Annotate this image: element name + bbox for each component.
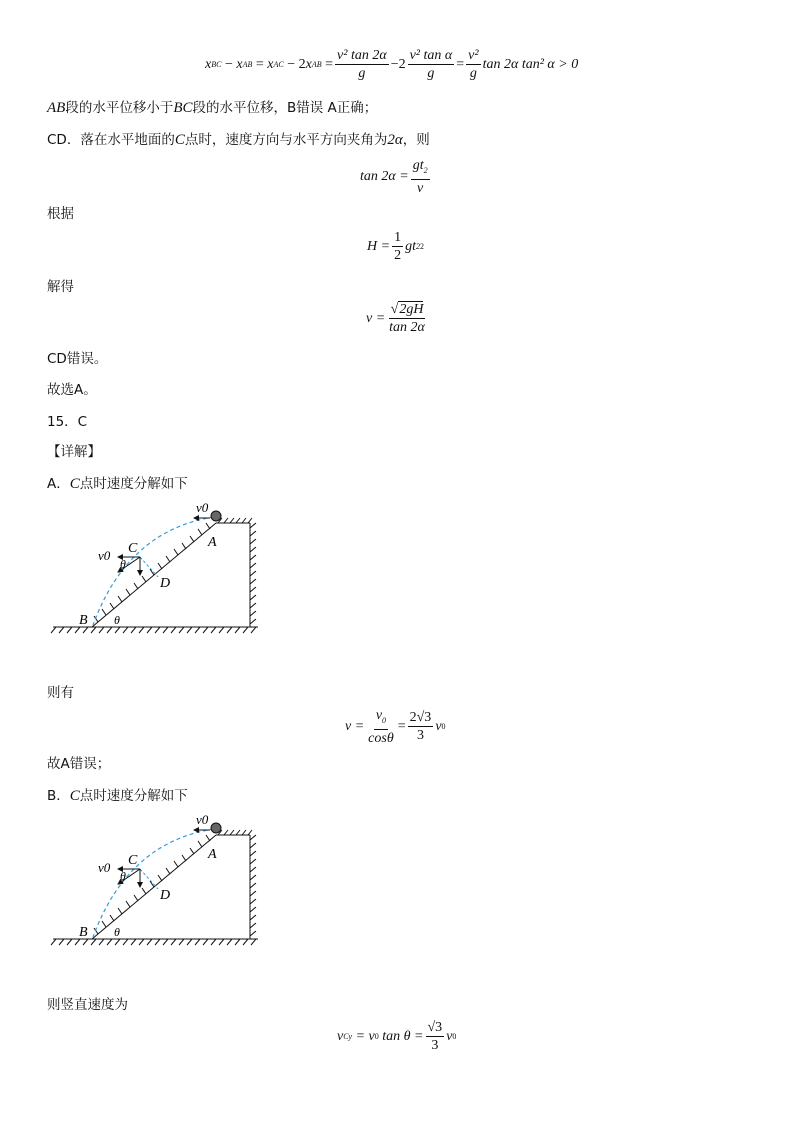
label-A: A: [208, 847, 217, 862]
label-v0-top: v0: [196, 500, 209, 515]
incline-wall: [92, 830, 256, 939]
fraction: $\frac{\text{v² tan 2α}}{g}$: [337, 48, 387, 81]
label-theta-1: θ: [120, 869, 126, 883]
equation-velocity: v = $\frac{√2gH}{\tan 2\alpha}$: [366, 302, 425, 335]
trajectory-curve: [93, 829, 214, 937]
ball: [211, 823, 221, 833]
label-D: D: [160, 576, 171, 591]
label-theta-2: θ: [114, 925, 120, 939]
fraction: $\frac{√3}{3}$: [427, 1020, 443, 1053]
perpendicular-dashed: [140, 557, 158, 577]
section-heading-detail: 【详解】: [47, 444, 101, 460]
text-line-then-have: 则有: [47, 685, 74, 701]
fraction: $\frac{1}{2}$: [394, 230, 402, 263]
incline-wall: [92, 518, 256, 627]
equation-vcy: v Cy = v 0 tan θ = $\frac{√3}{3}$ v 0: [337, 1020, 457, 1053]
fraction: $\frac{√2gH}{\tan 2\alpha}$: [389, 302, 425, 335]
text-line-ab-bc: AB段的水平位移小于BC段的水平位移，B错误 A正确；: [47, 100, 378, 116]
label-D: D: [160, 888, 171, 903]
equation-height: H = $\frac{1}{2}$ gt 2 2: [367, 230, 424, 263]
label-C: C: [128, 541, 138, 556]
equation-displacement-difference: x BC − x AB = x AC − 2 x AB = $\frac{\text{v² tan 2α}}{g}$ −2 $\frac{\text{v² tan α}}{g}$ = $\frac{\text{v²}}{g}$ tan 2α tan² α > 0: [205, 48, 579, 81]
fraction: $\frac{gt_2}{v}$: [412, 158, 428, 196]
question-number: 15．C: [47, 414, 88, 430]
text-line-according: 根据: [47, 206, 74, 222]
text-line-cd-wrong: CD错误。: [47, 351, 108, 367]
label-v0-left: v0: [98, 860, 111, 875]
equation-v-cos: v = $\frac{v_0}{\cos\theta}$ = $\frac{2√3}{3}$ v 0: [345, 708, 446, 746]
fraction: $\frac{v_0}{\cos\theta}$: [368, 708, 394, 746]
ball: [211, 511, 221, 521]
fraction: $\frac{2√3}{3}$: [409, 710, 432, 744]
incline-figure-2: [48, 810, 268, 950]
label-B: B: [79, 613, 88, 628]
label-v0-top: v0: [196, 812, 209, 827]
label-theta-1: θ: [120, 557, 126, 571]
perpendicular-dashed: [140, 869, 158, 889]
label-A: A: [208, 535, 217, 550]
text-line-a-wrong: 故A错误；: [47, 756, 111, 772]
label-C: C: [128, 853, 138, 868]
text-line-b-decomp: B．C点时速度分解如下: [47, 788, 188, 804]
equation-tan2alpha: tan 2α = $\frac{gt_2}{v}$: [360, 158, 428, 196]
text-line-vertical-velocity: 则竖直速度为: [47, 997, 128, 1013]
incline-figure-1: [48, 500, 268, 640]
fraction: $\frac{\text{v²}}{g}$: [468, 48, 479, 81]
label-theta-2: θ: [114, 613, 120, 627]
text-line-solve: 解得: [47, 279, 74, 295]
trajectory-curve: [93, 517, 214, 625]
label-B: B: [79, 925, 88, 940]
text-line-a-decomp: A．C点时速度分解如下: [47, 476, 188, 492]
fraction: $\frac{\text{v² tan α}}{g}$: [409, 48, 453, 81]
text-line-cd: CD．落在水平地面的C点时，速度方向与水平方向夹角为2α，则: [47, 132, 430, 148]
text-line-choose-a: 故选A。: [47, 382, 97, 398]
label-v0-left: v0: [98, 548, 111, 563]
